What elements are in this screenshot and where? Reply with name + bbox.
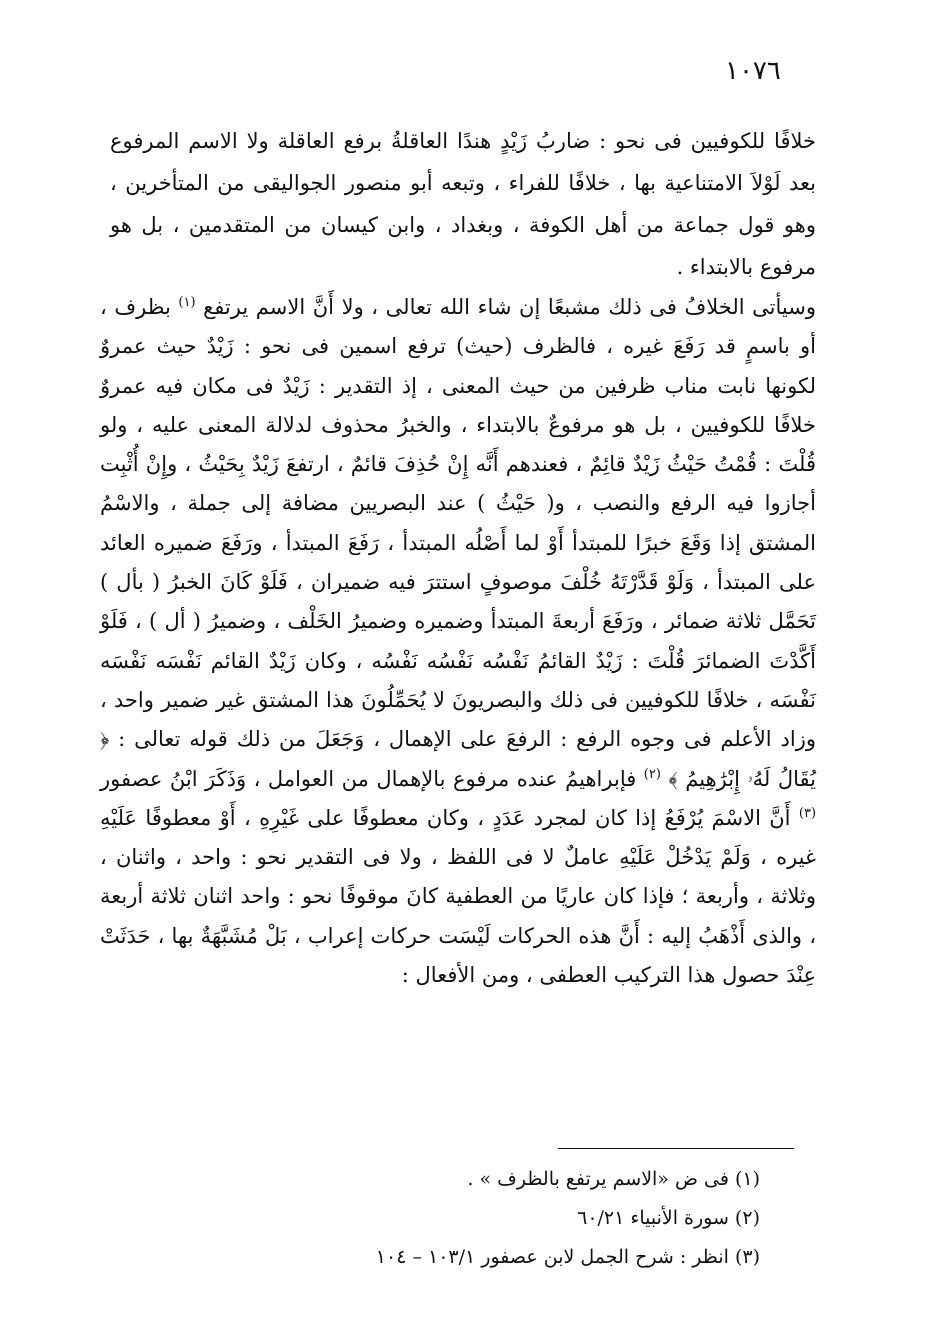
paragraph-2-body: بظرف ، أو باسمٍ قد رَفَعَ غيره ، فالظرف (حيث) ترفع اسمين فى نحو : زَيْدٌ حيث عمروٌ لكونها نابت مناب ظرفين من حيث المعنى ، إذ التقدير : زَيْدٌ فى مكان فيه عمروٌ خلافًا للكوفيين ، بل هو مرفوعٌ بالابتداء ، والخبرُ محذوف لدلالة المعنى عليه ، ولو قُلْتَ : قُمْتُ حَيْثُ زَيْدٌ قائِمٌ ، فعندهم أَنَّه إِنْ حُذِفَ قائمٌ ، ارتفعَ زَيْدٌ بِحَيْثُ ، وإِنْ أُثْبِت أجازوا فيه الرفع والنصب ، و( حَيْثُ ) عند البصريين مضافة إلى جملة ، والاسْمُ المشتق إذا وَقَعَ خبرًا للمبتدأ أَوْ لما أَصْلُه المبتدأ ، رَفَعَ المبتدأ ، ورَفَعَ ضميره العائد على المبتدأ ، وَلَوْ قَدَّرْتَهُ خُلْفَ موصوفٍ استترَ فيه ضميران ، فَلَوْ كَانَ الخبرُ ( بأل ) تَحَمَّل ثلاثة ضمائر ، ورَفَعَ أربعةَ المبتدأ وضميره وضميرُ الخَلْف ، وضميرُ ( أل ) ، فَلَوْ أَكَّدْتَ الضمائرَ قُلْتَ : زَيْدٌ القائمُ نَفْسُه نَفْسُه نَفْسُه ، وكان زَيْدٌ القائم نَفْسَه نَفْسَه نَفْسَه ، خلافًا للكوفيين فى ذلك والبصريونَ لا يُحَمِّلُونَ هذا المشتق غير ضمير واحد ، وزاد الأعلم فى وجوه الرفع : الرفعَ على الإهمال ، وَجَعَلَ من ذلك قوله تعالى : ﴿ يُقَالُ لَهُۥ إِبْرَٰهِيمُ ﴾	[100, 295, 816, 791]
footnote-ref-2: (٢)	[643, 766, 661, 782]
paragraph-2-continuation: فإبراهيمُ عنده مرفوع بالإهمال من العوامل ، وَذَكَرَ ابْنُ عصفور	[100, 766, 637, 791]
paragraph-1-text: خلافًا للكوفيين فى نحو : ضاربُ زَيْدٍ هندًا العاقلةُ برفع العاقلة ولا الاسم المرفوع بعد لَوْلاَ الامتناعية بها ، خلافًا للفراء ، وتبعه أبو منصور الجواليقى من المتأخرين ، وهو قول جماعة من أهل الكوفة ، وبغداد ، وابن كيسان من المتقدمين ، بل هو مرفوع بالابتداء .	[110, 129, 816, 279]
footnotes	[100, 1160, 760, 1277]
page-number: ١٠٧٦	[725, 56, 781, 86]
footnote-1: (١) فى ض «الاسم يرتفع بالظرف » .	[467, 1168, 760, 1190]
paragraph-1	[110, 120, 816, 288]
paragraph-2-ending: أَنَّ الاسْمَ يُرْفَعُ إذا كان لمجرد عَدَدٍ ، وكان معطوفًا على غَيْرِهِ ، أَوْ معطوفًا عَلَيْهِ غيره ، وَلَمْ يَدْخُلْ عَلَيْهِ عاملٌ لا فى اللفظ ، ولا فى التقدير نحو : واحد ، واثنان ، وثلاثة ، وأربعة ؛ فإذا كان عاريًا من العطفية كانَ موقوفًا نحو : واحد اثنان ثلاثة أربعة ، والذى أَذْهَبُ إليه : أَنَّ هذه الحركات لَيْسَت حركات إعراب ، بَلْ مُشَبَّهَةٌ بها ، حَدَثَتْ عِنْدَ حصول هذا التركيب العطفى ، ومن الأفعال :	[100, 805, 816, 988]
footnote-ref-1: (١)	[178, 295, 196, 310]
footnote-3: (٣) انظر : شرح الجمل لابن عصفور ١٠٣/١ – ١٠٤	[375, 1246, 760, 1268]
footnote-ref-3: (٣)	[798, 805, 817, 821]
paragraph-2	[100, 288, 816, 995]
footnote-separator	[558, 1148, 794, 1149]
paragraph-2-opening: وسيأتى الخلافُ فى ذلك مشبعًا إن شاء الله تعالى ، ولا أَنَّ الاسم يرتفع	[203, 295, 816, 319]
footnote-2: (٢) سورة الأنبياء ٦٠/٢١	[577, 1207, 760, 1229]
